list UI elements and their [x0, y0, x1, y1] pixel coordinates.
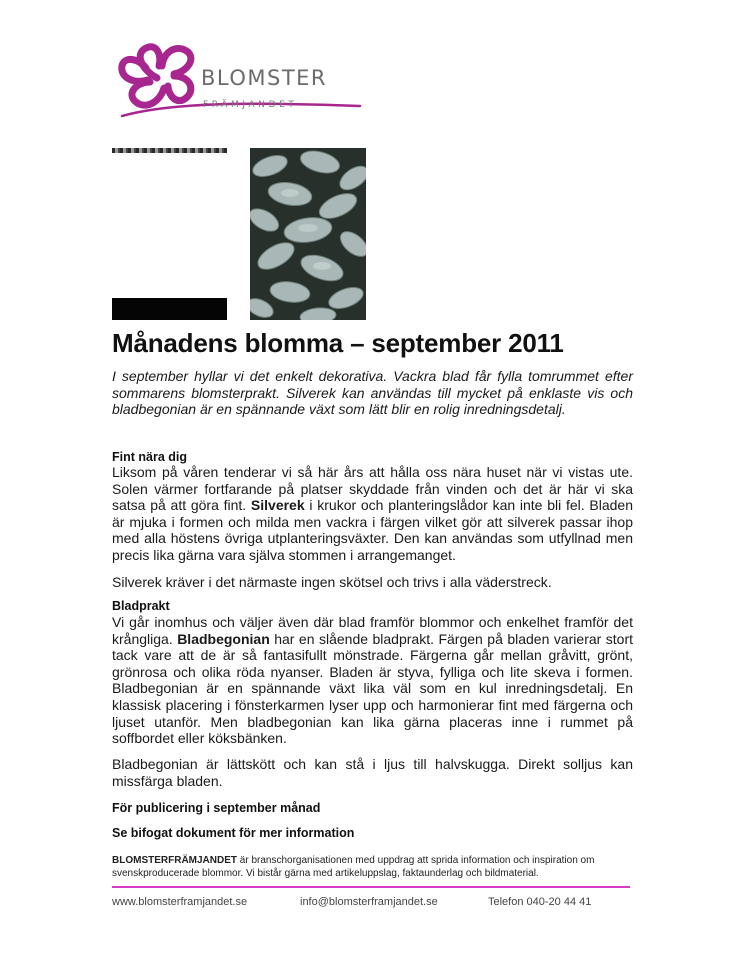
section1-p1-bold: Silverek [250, 497, 305, 514]
section1-p1-text-b: i krukor och planteringslådor kan inte bli fel. Bladen är mjuka i formen och milda men vackra i färgen vilket gör att silverek passar ihop med alla höstens övriga utplanteringsväxter. Den kan användas som utfyllnad men precis lika gärna vara själva stommen i arrangemanget. [112, 497, 633, 563]
footer-org-name: BLOMSTERFRÄMJANDET [112, 855, 237, 866]
photo-top-strip [112, 148, 227, 153]
attachment-note: Se bifogat dokument för mer information [112, 826, 355, 840]
section2-p1-bold: Bladbegonian [177, 630, 270, 647]
section2-paragraph-2: Bladbegonian är lättskött och kan stå i ljus till halvskugga. Direkt solljus kan missfärga bladen. [112, 756, 633, 789]
section-heading-bladprakt: Bladprakt [112, 599, 170, 613]
section2-p1-text-b: har en slående bladprakt. Färgen på bladen varierar stort tack vare att de är så fantasifullt mönstrade. Färgerna går mellan gråvitt, grönt, grönrosa och olika röda nyanser. Bladen är styva, fylliga och lite skeva i formen. Bladbegonian är en spännande växt lika väl som en kul inredningsdetalj. En klassisk placering i fönsterkarmen lyser upp och harmonierar fint med färgerna och ljuset utanför. Men bladbegonian kan lika gärna placeras inne i rummet på soffbordet eller köksbänken. [112, 630, 634, 747]
logo-brand-text: BLOMSTER [201, 66, 328, 90]
section2-p1-text-a: Vi går inomhus och väljer även där blad framför blommor och enkelhet framför det krångliga. [112, 614, 633, 647]
silverek-foliage-icon [250, 148, 366, 320]
photo-strip-image [112, 148, 227, 320]
section1-paragraph-2: Silverek kräver i det närmaste ingen skötsel och trivs i alla väderstreck. [112, 574, 552, 590]
intro-paragraph: I september hyllar vi det enkelt dekorativa. Vackra blad får fylla tomrummet efter sommarens blomsterprakt. Silverek kan användas till mycket på enklaste vis och bladbegonian är en spännande växt som lätt blir en rolig inredningsdetalj. [112, 368, 633, 417]
photo-bottom-strip [112, 298, 227, 320]
footer-divider [112, 886, 630, 888]
email-link[interactable]: info@blomsterframjandet.se [300, 896, 438, 908]
logo-sub-text: FRÄMJANDET [203, 100, 298, 110]
publication-note: För publicering i september månad [112, 801, 321, 815]
phone-number: Telefon 040-20 44 41 [488, 896, 592, 908]
section2-paragraph-1 [112, 614, 633, 747]
footer-note-text: är branschorganisationen med uppdrag att sprida information och inspiration om svenskproducerade blommor. Vi bistår gärna med artikeluppslag, faktaunderlag och bildmaterial. [112, 855, 595, 879]
silverek-photo [250, 148, 366, 320]
website-link[interactable]: www.blomsterframjandet.se [112, 896, 248, 908]
section1-p1-text-a: Liksom på våren tenderar vi så här års att hålla oss nära huset när vi vistas ute. Solen värmer fortfarande på platser skyddade från vinden och det är här vi ska satsa på att göra fint. [112, 464, 633, 514]
footer-organisation-note [112, 855, 632, 880]
page-title: Månadens blomma – september 2011 [112, 328, 564, 358]
section1-paragraph-1 [112, 464, 633, 564]
section-heading-fint-nara-dig: Fint nära dig [112, 450, 187, 464]
